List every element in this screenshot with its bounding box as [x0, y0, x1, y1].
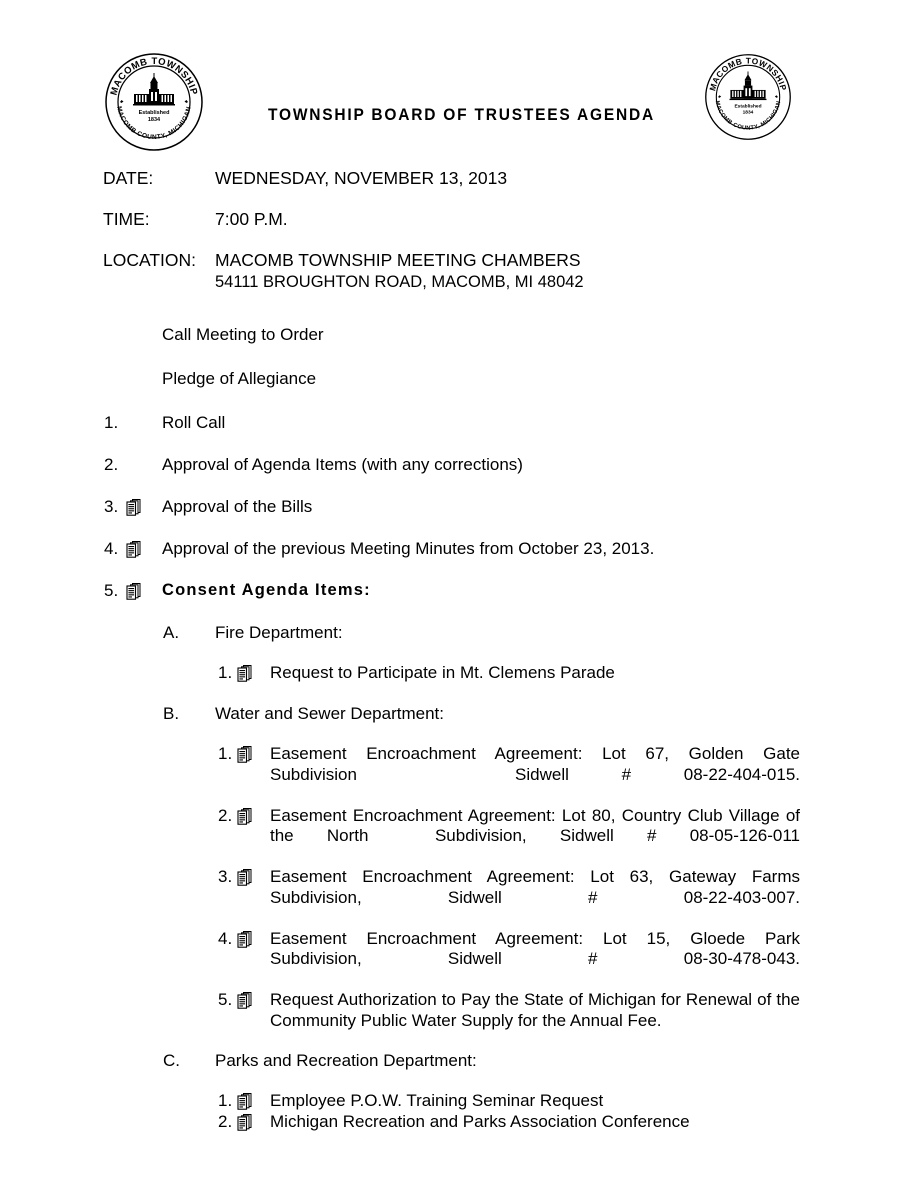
time-value: 7:00 P.M.	[215, 209, 288, 229]
attachment-pages-icon[interactable]	[237, 665, 252, 683]
subitem-label: Easement Encroachment Agreement: Lot 15, Gloede Park Subdivision, Sidwell # 08-30-478-043.	[270, 928, 805, 968]
attachment-pages-icon[interactable]	[237, 1114, 252, 1132]
attachment-pages-icon[interactable]	[126, 583, 141, 601]
section-letter: B.	[163, 704, 180, 723]
attachment-pages-icon[interactable]	[237, 808, 252, 826]
section-title: Water and Sewer Department:	[215, 704, 444, 723]
subitem-number: 1.	[218, 744, 233, 763]
preamble-label: Call Meeting to Order	[162, 325, 324, 344]
agenda-item	[0, 539, 918, 561]
meeting-time-row	[103, 209, 823, 250]
time-label: TIME:	[103, 209, 150, 229]
svg-text:1834: 1834	[742, 110, 754, 116]
item-label: Consent Agenda Items:	[162, 581, 371, 599]
svg-text:Established: Established	[138, 110, 170, 116]
attachment-pages-icon[interactable]	[237, 931, 252, 949]
macomb-township-seal-right	[704, 53, 792, 141]
section-title: Parks and Recreation Department:	[215, 1051, 477, 1070]
svg-text:Established: Established	[734, 104, 762, 110]
subitem-label: Easement Encroachment Agreement: Lot 63, Gateway Farms Subdivision, Sidwell # 08-22-403-007.	[270, 867, 805, 907]
document-header	[0, 0, 918, 160]
subitem-number: 2.	[218, 805, 233, 825]
section-letter: C.	[163, 1051, 180, 1070]
section-subitems	[0, 744, 918, 1031]
agenda-subitem	[0, 663, 918, 684]
date-value: WEDNESDAY, NOVEMBER 13, 2013	[215, 168, 508, 188]
attachment-pages-icon[interactable]	[126, 499, 141, 517]
svg-text:MACOMB COUNTY, MICHIGAN: MACOMB COUNTY, MICHIGAN	[115, 105, 193, 142]
section-letter: A.	[163, 623, 180, 642]
section-subitems	[0, 663, 918, 684]
preamble-item	[0, 369, 918, 391]
meeting-details	[103, 168, 823, 291]
agenda-item	[0, 581, 918, 603]
agenda-section-header	[0, 704, 918, 726]
agenda-subitem	[0, 1091, 918, 1112]
item-label: Approval of the Bills	[162, 497, 313, 516]
svg-text:MACOMB TOWNSHIP: MACOMB TOWNSHIP	[707, 55, 789, 92]
attachment-pages-icon[interactable]	[237, 746, 252, 764]
agenda-body	[0, 325, 918, 1137]
agenda-subitem	[0, 990, 918, 1031]
item-number: 4.	[104, 539, 119, 558]
item-label: Approval of Agenda Items (with any corrections)	[162, 455, 523, 474]
attachment-pages-icon[interactable]	[237, 992, 252, 1010]
location-label: LOCATION:	[103, 250, 197, 270]
svg-text:MACOMB COUNTY, MICHIGAN: MACOMB COUNTY, MICHIGAN	[713, 100, 783, 132]
agenda-subitem	[0, 744, 918, 806]
preamble-label: Pledge of Allegiance	[162, 369, 317, 388]
subitem-label: Easement Encroachment Agreement: Lot 67, Golden Gate Subdivision Sidwell # 08-22-404-015.	[270, 744, 805, 784]
item-number: 3.	[104, 497, 119, 516]
item-label: Approval of the previous Meeting Minutes from October 23, 2013.	[162, 539, 655, 558]
item-number: 5.	[104, 581, 119, 600]
agenda-subitem	[0, 1112, 918, 1133]
attachment-pages-icon[interactable]	[237, 869, 252, 887]
section-subitems	[0, 1091, 918, 1133]
agenda-item	[0, 455, 918, 477]
item-number: 1.	[104, 413, 119, 432]
subitem-number: 1.	[218, 663, 233, 682]
subitem-number: 3.	[218, 867, 233, 886]
agenda-section-header	[0, 1051, 918, 1073]
subitem-label: Request to Participate in Mt. Clemens Parade	[270, 663, 615, 682]
location-value: MACOMB TOWNSHIP MEETING CHAMBERS	[215, 250, 581, 270]
item-number: 2.	[104, 455, 119, 474]
agenda-subitem	[0, 867, 918, 929]
date-label: DATE:	[103, 168, 154, 188]
svg-text:1834: 1834	[147, 117, 161, 123]
attachment-pages-icon[interactable]	[126, 541, 141, 559]
subitem-number: 2.	[218, 1112, 233, 1131]
section-title: Fire Department:	[215, 623, 343, 642]
subitem-number: 1.	[218, 1091, 233, 1110]
svg-text:MACOMB TOWNSHIP: MACOMB TOWNSHIP	[108, 55, 200, 97]
agenda-subitem	[0, 929, 918, 991]
agenda-subitem	[0, 806, 918, 868]
subitem-number: 5.	[218, 990, 233, 1009]
item-label: Roll Call	[162, 413, 226, 432]
agenda-item	[0, 497, 918, 519]
page-title: TOWNSHIP BOARD OF TRUSTEES AGENDA	[268, 106, 655, 124]
preamble-item	[0, 325, 918, 347]
subitem-number: 4.	[218, 928, 233, 948]
location-address: 54111 BROUGHTON ROAD, MACOMB, MI 48042	[215, 273, 584, 291]
agenda-section-header	[0, 623, 918, 645]
subitem-label: Request Authorization to Pay the State of Michigan for Renewal of the Community Public Water Supply for the Annual Fee.	[270, 990, 805, 1030]
agenda-item	[0, 413, 918, 435]
subitem-label: Michigan Recreation and Parks Association Conference	[270, 1112, 690, 1131]
macomb-township-seal-left	[104, 52, 204, 152]
attachment-pages-icon[interactable]	[237, 1093, 252, 1111]
subitem-label: Easement Encroachment Agreement: Lot 80, Country Club Village of the North Subdivision, Sidwell # 08-05-126-011	[270, 805, 805, 845]
meeting-date-row	[103, 168, 823, 209]
subitem-label: Employee P.O.W. Training Seminar Request	[270, 1091, 604, 1110]
